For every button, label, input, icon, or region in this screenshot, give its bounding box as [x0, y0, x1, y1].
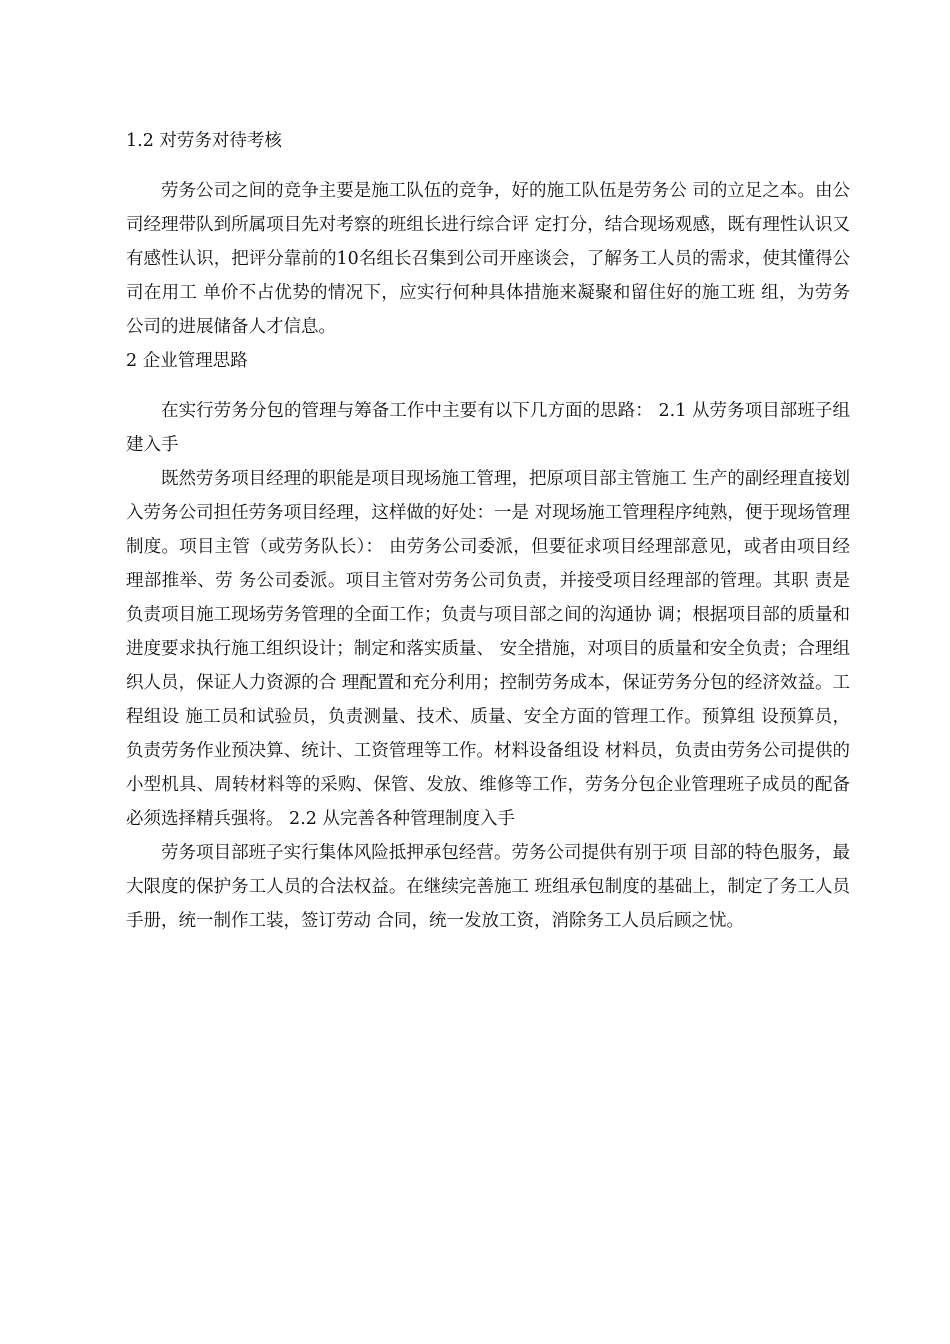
paragraph-project-team-formation: 既然劳务项目经理的职能是项目现场施工管理，把原项目部主管施工 生产的副经理直接划入劳务公司担任劳务项目经理，这样做的好处：一是 对现场施工管理程序纯熟，便于现场管理制度。项目主管（或劳务队长）： 由劳务公司委派，但要征求项目经理部意见，或者由项目经理部推举、劳 务公司委派。项目主管对劳务公司负责，并接受项目经理部的管理。其职 责是负责项目施工现场劳务管理的全面工作；负责与项目部之间的沟通协 调；根据项目部的质量和进度要求执行施工组织设计；制定和落实质量、 安全措施，对项目的质量和安全负责；合理组织人员，保证人力资源的合 理配置和充分利用；控制劳务成本，保证劳务分包的经济效益。工程组设 施工员和试验员，负责测量、技术、质量、安全方面的管理工作。预算组 设预算员，负责劳务作业预决算、统计、工资管理等工作。材料设备组设 材料员，负责由劳务公司提供的小型机具、周转材料等的采购、保管、发放、维修等工作，劳务分包企业管理班子成员的配备必须选择精兵强将。 2.2 从完善各种管理制度入手 [126, 469, 850, 829]
paragraph-labor-team-assessment: 劳务公司之间的竞争主要是施工队伍的竞争，好的施工队伍是劳务公 司的立足之本。由公司经理带队到所属项目先对考察的班组长进行综合评 定打分，结合现场观感，既有理性认识又有感性认识，把评分靠前的10名组长召集到公司开座谈会，了解务工人员的需求，使其懂得公司在用工 单价不占优势的情况下，应实行何种具体措施来凝聚和留住好的施工班 组，为劳务公司的进展储备人才信息。 [126, 181, 850, 337]
section-heading-1-2: 1.2 对劳务对待考核 [126, 131, 282, 151]
spacer [126, 378, 850, 394]
paragraph-management-ideas: 在实行劳务分包的管理与筹备工作中主要有以下几方面的思路： 2.1 从劳务项目部班子组建入手 [126, 401, 850, 455]
section-heading-2: 2 企业管理思路 [126, 351, 248, 371]
spacer [126, 158, 850, 174]
paragraph-management-systems: 劳务项目部班子实行集体风险抵押承包经营。劳务公司提供有别于项 目部的特色服务，最大限度的保护务工人员的合法权益。在继续完善施工 班组承包制度的基础上，制定了务工人员手册，统一制作工装，签订劳动 合同，统一发放工资，消除务工人员后顾之忧。 [126, 843, 850, 931]
document-page [126, 124, 850, 938]
